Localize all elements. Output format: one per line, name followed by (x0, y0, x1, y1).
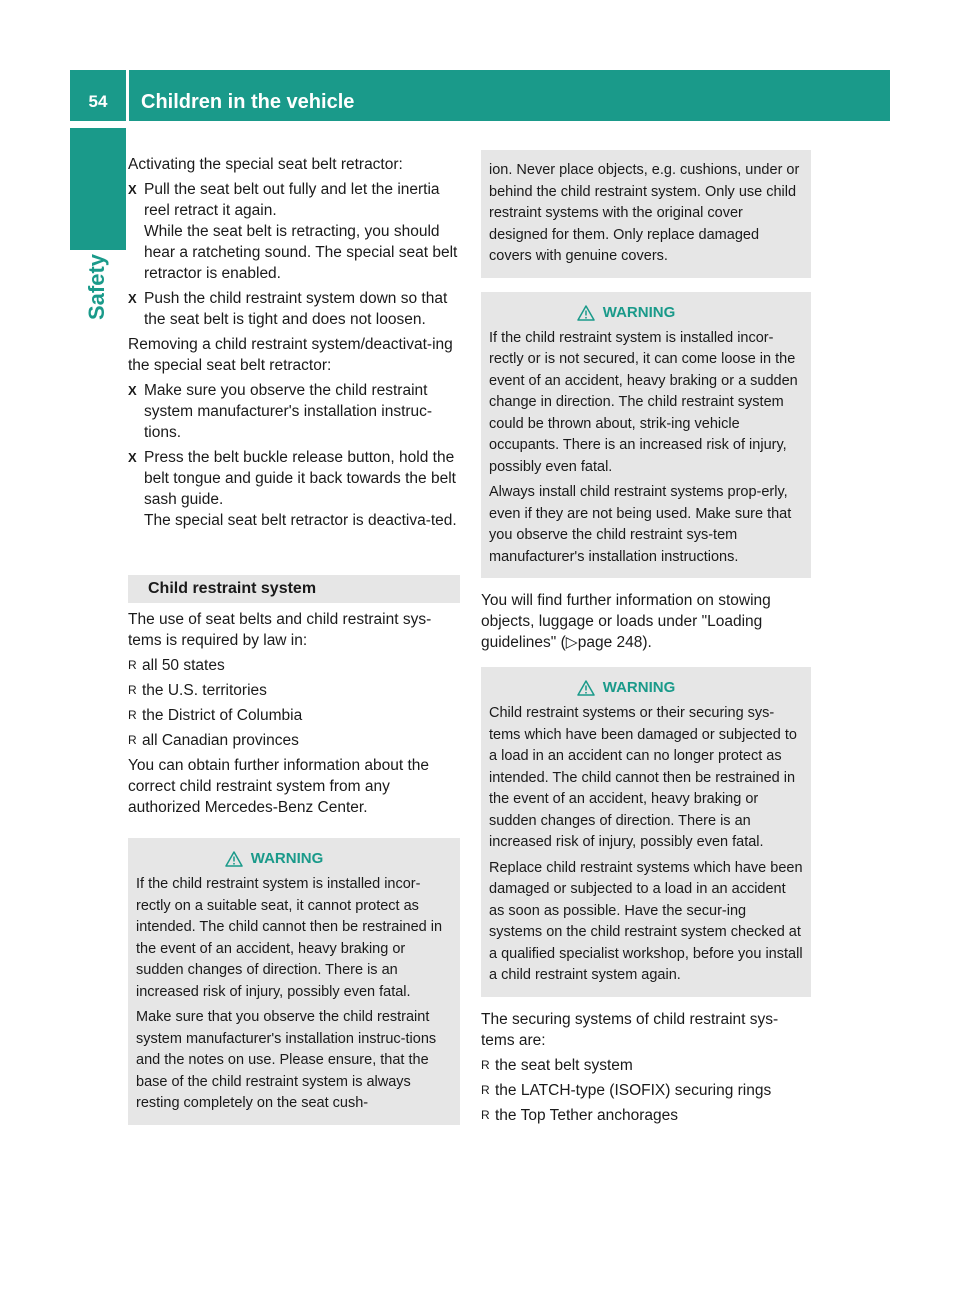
step-item: X Pull the seat belt out fully and let the inertia reel retract it again. While the seat belt is retracting, you should hear a ratcheting sound. The special seat belt retractor is enabled. (128, 181, 458, 282)
section-intro: The use of seat belts and child restraint sys-tems is required by law in: (128, 611, 432, 649)
step-marker-icon: X (128, 450, 137, 465)
warning-box (481, 292, 811, 579)
page-ref-arrow-icon: ▷ (565, 634, 578, 651)
warning-text: Always install child restraint systems prop-erly, even if they are not being used. Make sure that you observe the child restraint sys-tem manufacturer's installation instructions. (489, 484, 792, 565)
step-marker-icon: X (128, 182, 137, 197)
warning-box (481, 667, 811, 997)
warning-box-continued (481, 150, 811, 278)
warning-triangle-icon (577, 305, 595, 321)
section-heading: Child restraint system (128, 575, 460, 603)
step-marker-icon: X (128, 291, 137, 306)
warning-triangle-icon (225, 851, 243, 867)
left-column (128, 154, 460, 1125)
step-marker-icon: X (128, 383, 137, 398)
list-item: R all Canadian provinces (128, 732, 299, 749)
bullet-icon: R (128, 708, 137, 722)
list-item: R the District of Columbia (128, 707, 303, 724)
securing-intro: The securing systems of child restraint sys-tems are: (481, 1010, 779, 1049)
side-tab-block (70, 128, 126, 250)
warning-text: Child restraint systems or their securing sys-tems which have been damaged or subjected to a load in an accident can no longer protect as intended. The child cannot then be restrained in the event of an accident, heavy braking or sudden changes of direction. There is an increased risk of injury, possibly even fatal. (489, 705, 797, 850)
side-tab-label: Safety (84, 253, 109, 320)
intro-activating: Activating the special seat belt retractor: (128, 156, 403, 173)
list-item: R the Top Tether anchorages (481, 1106, 678, 1124)
warning-text: Make sure that you observe the child restraint system manufacturer's installation instruc-tions and the notes on use. Please ensure, that the base of the child restraint system is always resting completely on the seat cush- (136, 1009, 437, 1111)
warning-box (128, 838, 460, 1125)
list-item: R the LATCH-type (ISOFIX) securing rings (481, 1081, 772, 1099)
warning-text: ion. Never place objects, e.g. cushions, under or behind the child restraint system. Only use child restraint systems with the original cover designed for them. Only replace damaged covers with genuine covers. (489, 162, 800, 264)
right-column (481, 150, 811, 1130)
list-item: R all 50 states (128, 657, 225, 674)
bullet-icon: R (481, 1107, 490, 1122)
warning-title: WARNING (489, 302, 803, 324)
page-number: 54 (88, 92, 108, 111)
list-item: R the U.S. territories (128, 682, 267, 699)
warning-text: If the child restraint system is installed incor-rectly or is not secured, it can come loose in the event of an accident, heavy braking or a sudden change in direction. The child restraint system could be thrown about, strik-ing vehicle occupants. There is an increased risk of injury, possibly even fatal. (489, 329, 798, 475)
header-divider (126, 70, 129, 121)
warning-title: WARNING (136, 848, 452, 870)
bullet-icon: R (128, 733, 137, 747)
bullet-icon: R (128, 658, 137, 672)
step-item: X Push the child restraint system down so that the seat belt is tight and does not loosen. (128, 290, 448, 328)
step-item: X Make sure you observe the child restraint system manufacturer's installation instruc-tions. (128, 382, 433, 441)
warning-triangle-icon (577, 680, 595, 696)
warning-title: WARNING (489, 677, 803, 699)
bullet-icon: R (481, 1082, 490, 1097)
bullet-icon: R (128, 683, 137, 697)
chapter-title: Children in the vehicle (141, 91, 355, 113)
intro-removing: Removing a child restraint system/deactivat-ing the special seat belt retractor: (128, 336, 453, 374)
section-outro: You can obtain further information about the correct child restraint system from any authorized Mercedes-Benz Center. (128, 757, 430, 816)
step-item: X Press the belt buckle release button, hold the belt tongue and guide it back towards the belt sash guide. The special seat belt retractor is deactiva-ted. (128, 449, 457, 529)
warning-text: If the child restraint system is installed incor-rectly on a suitable seat, it cannot protect as intended. The child cannot then be restrained in the event of an accident, heavy braking or sudden changes of direction. There is an increased risk of injury, possibly even fatal. (136, 876, 443, 1000)
list-item: R the seat belt system (481, 1056, 633, 1074)
stowing-reference: You will find further information on stowing objects, luggage or loads under "Loading guidelines" (▷page 248). (481, 592, 771, 651)
page-ref-link[interactable]: page 248). (577, 634, 652, 651)
bullet-icon: R (481, 1057, 490, 1072)
warning-text: Replace child restraint systems which have been damaged or subjected to a load in an accident as soon as possible. Have the secur-ing systems on the child restraint system checked at a qualified specialist workshop, before you install a child restraint system again. (489, 859, 803, 983)
